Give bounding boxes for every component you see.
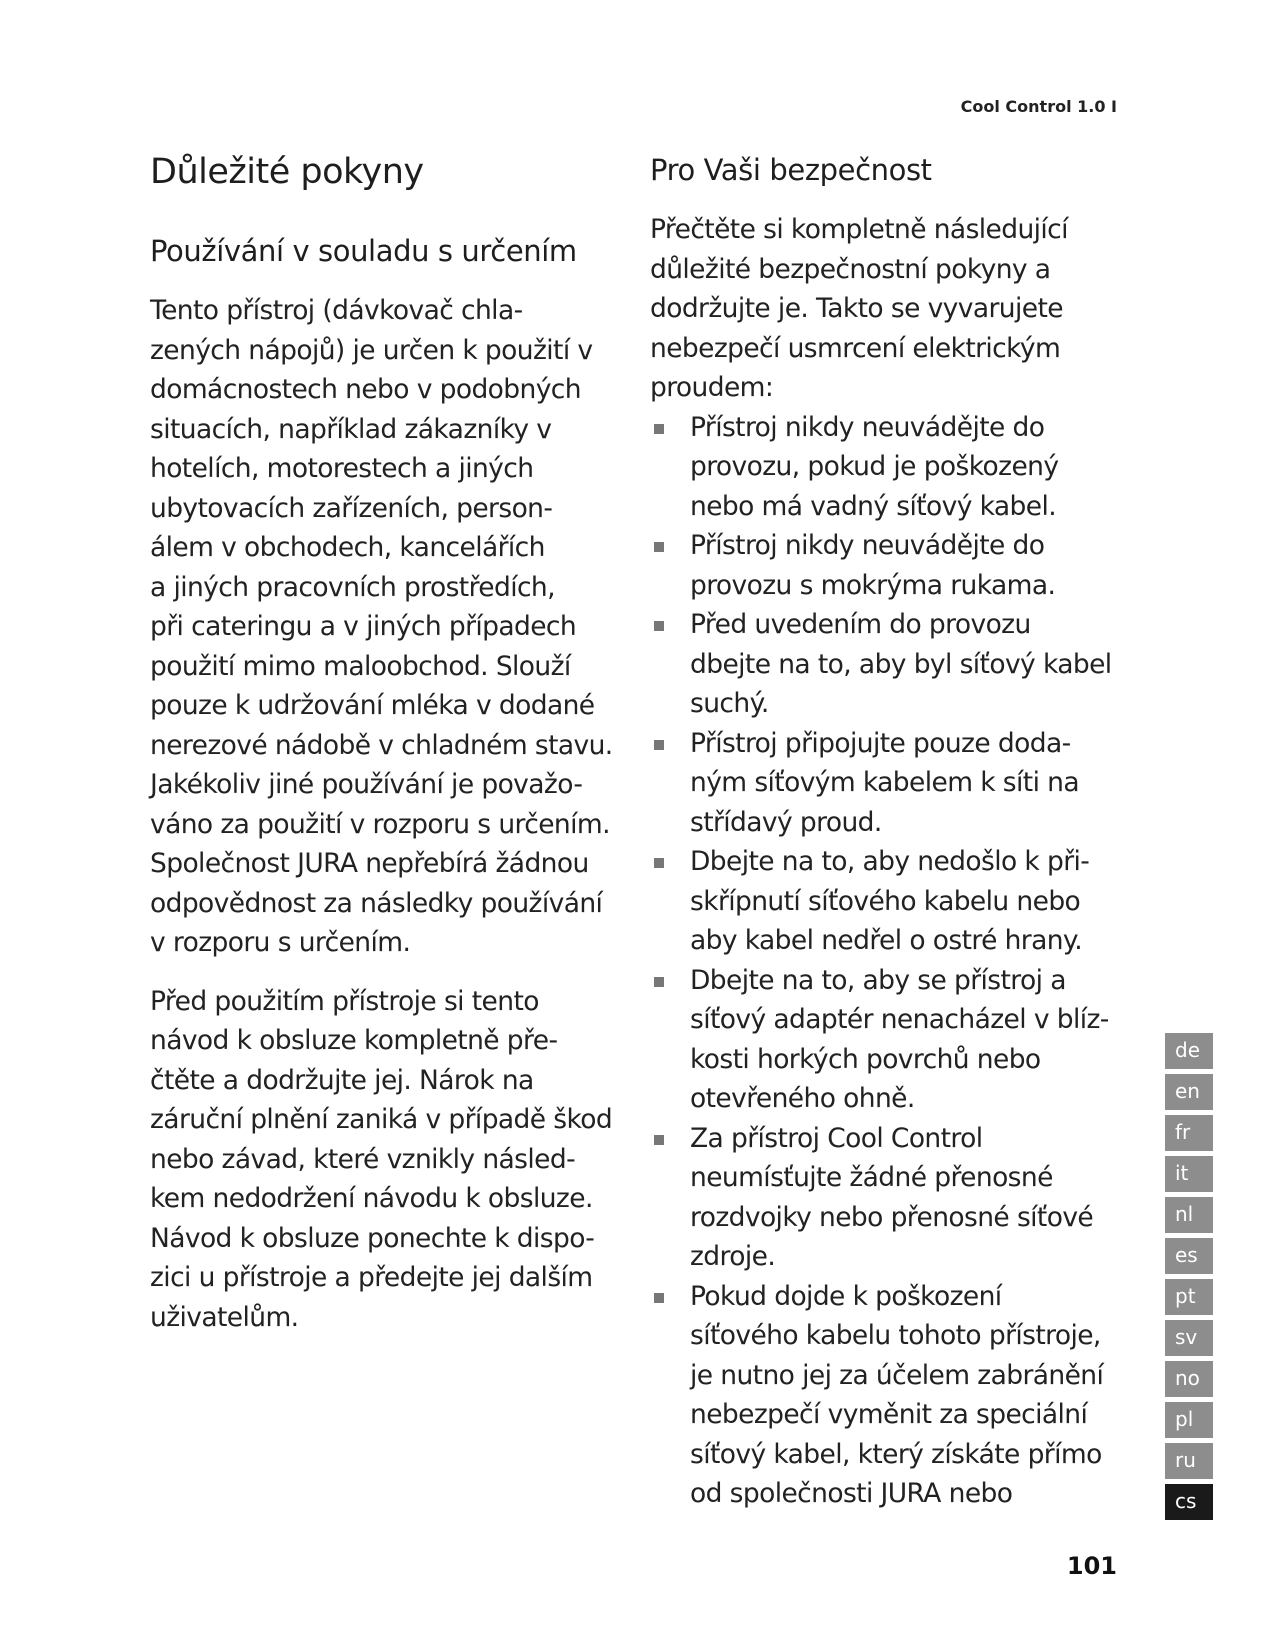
text-line: skřípnutí síťového kabelu nebo (690, 885, 1081, 917)
list-item (650, 526, 1130, 605)
language-tab-fr[interactable]: fr (1165, 1115, 1213, 1151)
text-line: hotelích, motorestech a jiných (150, 453, 534, 484)
text-line: síťový kabel, který získáte přímo (690, 1438, 1102, 1470)
square-bullet-icon (654, 740, 664, 750)
text-line: uživatelům. (150, 1301, 299, 1333)
list-item (650, 408, 1130, 527)
text-line: álem v obchodech, kancelářích (150, 532, 545, 563)
text-line: Dbejte na to, aby se přístroj a (690, 964, 1066, 996)
text-line: nebezpečí vyměnit za speciální (690, 1399, 1088, 1430)
text-line: použití mimo maloobchod. Slouží (150, 650, 571, 682)
text-line: nebo má vadný síťový kabel. (690, 490, 1057, 522)
language-tab-it[interactable]: it (1165, 1156, 1213, 1192)
language-tab-de[interactable]: de (1165, 1033, 1213, 1069)
text-line: kem nedodržení návodu k obsluze. (150, 1183, 593, 1214)
text-line: ubytovacích zařízeních, person- (150, 492, 553, 524)
section-heading-safety: Pro Vaši bezpečnost (650, 153, 932, 187)
text-line: zici u přístroje a předejte jej dalším (150, 1262, 593, 1293)
safety-intro (650, 210, 1130, 408)
text-line: rozdvojky nebo přenosné síťové (690, 1201, 1094, 1233)
text-line: záruční plnění zaniká v případě škod (150, 1104, 613, 1135)
text-line: zdroje. (690, 1241, 776, 1272)
text-line: situacích, například zákazníky v (150, 413, 552, 445)
text-line: od společnosti JURA nebo (690, 1478, 1013, 1509)
text-line: odpovědnost za následky používání (150, 887, 603, 919)
text-line: při cateringu a v jiných případech (150, 611, 577, 642)
text-line: Přístroj připojujte pouze doda- (690, 727, 1071, 759)
text-line: nerezové nádobě v chladném stavu. (150, 729, 613, 761)
language-tab-pl[interactable]: pl (1165, 1402, 1213, 1438)
language-tab-ru[interactable]: ru (1165, 1443, 1213, 1479)
text-line: domácnostech nebo v podobných (150, 374, 581, 405)
page-number: 101 (1066, 1552, 1117, 1580)
text-line: síťového kabelu tohoto přístroje, (690, 1320, 1101, 1351)
text-line: čtěte a dodržujte jej. Nárok na (150, 1064, 534, 1096)
text-line: je nutno jej za účelem zabránění (690, 1359, 1104, 1391)
text-line: aby kabel nedřel o ostré hrany. (690, 925, 1083, 956)
list-item (650, 842, 1130, 961)
language-tab-no[interactable]: no (1165, 1361, 1213, 1397)
language-tab-cs[interactable]: cs (1165, 1484, 1213, 1520)
paragraph-intended-use (150, 291, 620, 963)
right-column (650, 150, 1130, 1514)
text-line: zených nápojů) je určen k použití v (150, 334, 593, 366)
text-line: síťový adaptér nenacházel v blíz- (690, 1004, 1109, 1035)
square-bullet-icon (654, 424, 664, 434)
text-line: nebo závad, které vznikly násled- (150, 1143, 576, 1175)
text-line: Návod k obsluze ponechte k dispo- (150, 1222, 595, 1254)
text-line: Za přístroj Cool Control (690, 1122, 983, 1154)
text-line: Před použitím přístroje si tento (150, 985, 539, 1017)
text-line: ným síťovým kabelem k síti na (690, 767, 1079, 798)
text-line: Tento přístroj (dávkovač chla- (150, 295, 523, 326)
square-bullet-icon (654, 1293, 664, 1303)
text-line: důležité bezpečnostní pokyny a (650, 253, 1051, 285)
language-tab-nl[interactable]: nl (1165, 1197, 1213, 1233)
list-item (650, 1277, 1130, 1514)
page-title: Důležité pokyny (150, 152, 424, 192)
square-bullet-icon (654, 621, 664, 631)
section-heading-intended-use: Používání v souladu s určením (150, 234, 577, 268)
language-tab-pt[interactable]: pt (1165, 1279, 1213, 1315)
text-line: neumísťujte žádné přenosné (690, 1162, 1053, 1193)
text-line: proudem: (650, 372, 774, 403)
text-line: otevřeného ohně. (690, 1083, 915, 1114)
text-line: pouze k udržování mléka v dodané (150, 690, 595, 721)
text-line: střídavý proud. (690, 806, 882, 838)
running-header: Cool Control 1.0 I (960, 97, 1117, 116)
language-tab-sv[interactable]: sv (1165, 1320, 1213, 1356)
safety-list (650, 408, 1130, 1514)
text-line: Přístroj nikdy neuvádějte do (690, 530, 1045, 561)
text-line: v rozporu s určením. (150, 927, 411, 958)
language-tab-en[interactable]: en (1165, 1074, 1213, 1110)
square-bullet-icon (654, 1135, 664, 1145)
list-item (650, 605, 1130, 724)
paragraph-instructions (150, 982, 620, 1338)
square-bullet-icon (654, 977, 664, 987)
text-line: dbejte na to, aby byl síťový kabel (690, 648, 1112, 680)
text-line: Jakékoliv jiné používání je považo- (150, 769, 583, 800)
text-line: Dbejte na to, aby nedošlo k při- (690, 846, 1090, 877)
list-item (650, 961, 1130, 1119)
text-line: Přístroj nikdy neuvádějte do (690, 411, 1045, 443)
square-bullet-icon (654, 542, 664, 552)
text-line: váno za použití v rozporu s určením. (150, 808, 610, 840)
text-line: provozu s mokrýma rukama. (690, 569, 1056, 601)
text-line: Společnost JURA nepřebírá žádnou (150, 848, 589, 879)
text-line: dodržujte je. Takto se vyvarujete (650, 293, 1063, 324)
text-line: suchý. (690, 688, 769, 719)
text-line: Přečtěte si kompletně následující (650, 214, 1068, 245)
text-line: a jiných pracovních prostředích, (150, 571, 555, 603)
language-tab-es[interactable]: es (1165, 1238, 1213, 1274)
text-line: nebezpečí usmrcení elektrickým (650, 332, 1061, 364)
text-line: Pokud dojde k poškození (690, 1280, 1002, 1312)
list-item (650, 724, 1130, 843)
language-tabs (1165, 1033, 1213, 1525)
text-line: provozu, pokud je poškozený (690, 451, 1059, 482)
text-line: Před uvedením do provozu (690, 609, 1031, 640)
square-bullet-icon (654, 858, 664, 868)
text-line: návod k obsluze kompletně pře- (150, 1025, 558, 1056)
text-line: kosti horkých povrchů nebo (690, 1043, 1041, 1075)
left-column (150, 150, 620, 1337)
list-item (650, 1119, 1130, 1277)
